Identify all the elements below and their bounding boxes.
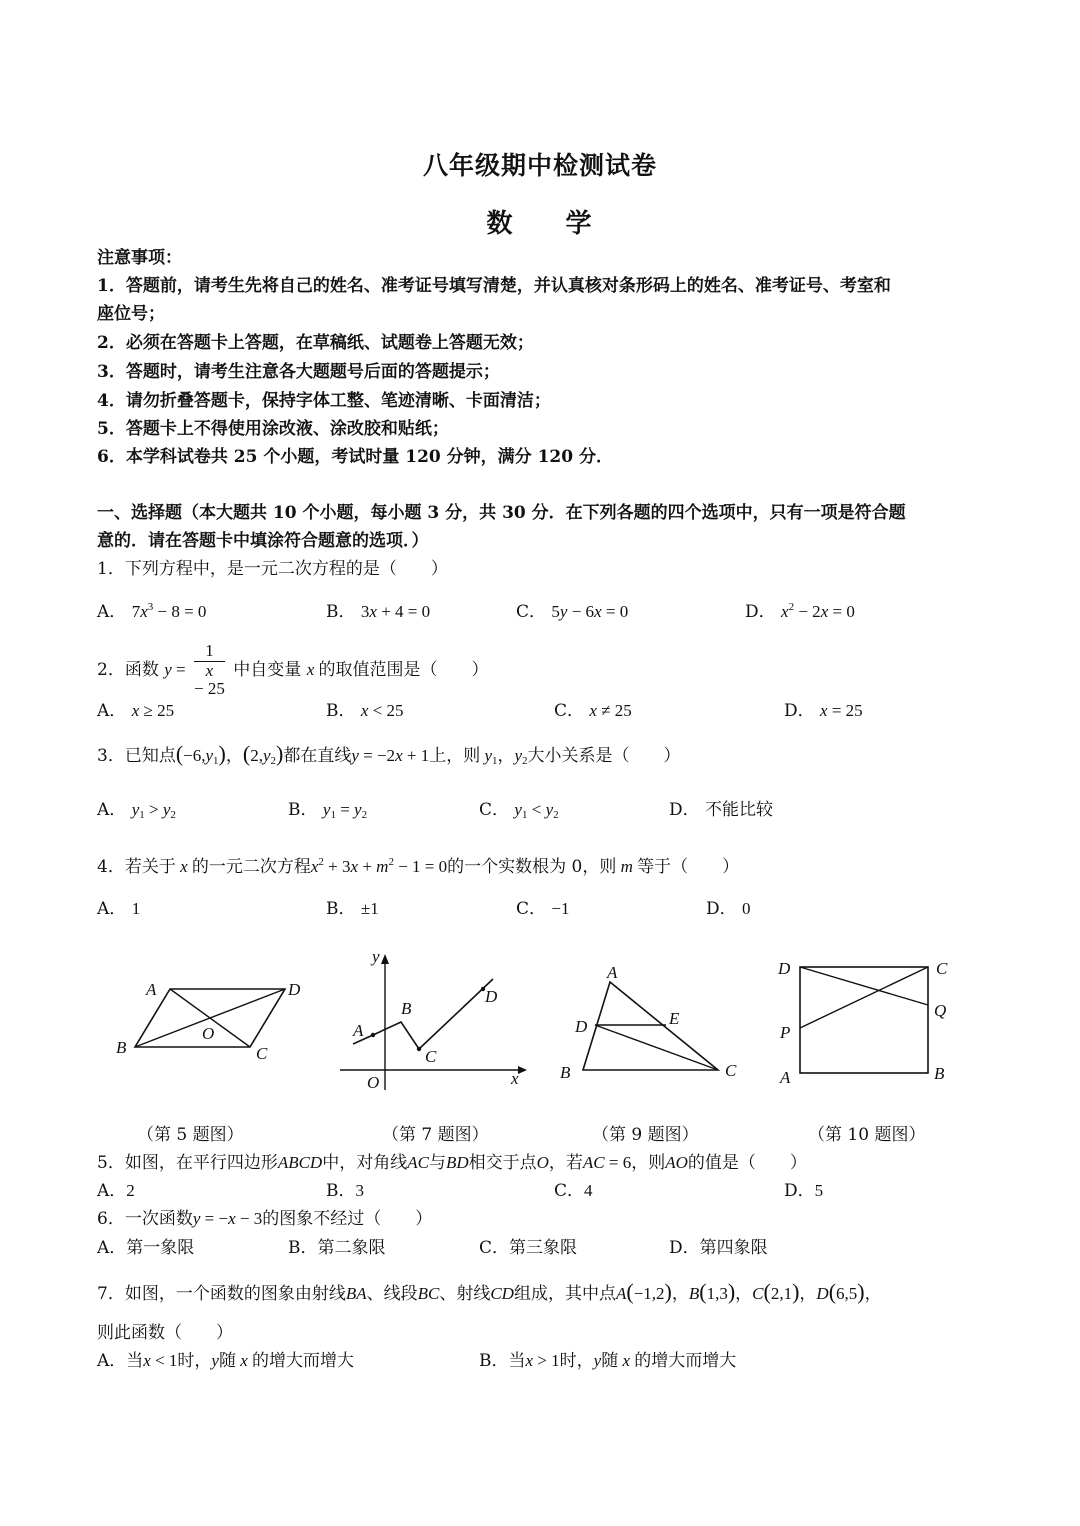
question-5-option-b: B．3	[326, 1181, 364, 1201]
notice-item: 2．必须在答题卡上答题，在草稿纸、试题卷上答题无效；	[97, 333, 534, 353]
question-3-option-a: A． $y_1 > y_2$	[97, 800, 176, 821]
fig5-label-c: C	[256, 1044, 268, 1063]
fig10-label-a: A	[780, 1068, 791, 1087]
question-1-option-a: A． $7x^3 - 8 = 0$	[97, 601, 207, 622]
fig10-label-q: Q	[934, 1001, 947, 1020]
question-2-option-a: A． x ≥ 25	[97, 701, 175, 721]
fig7-label-x: x	[511, 1069, 519, 1088]
question-2-stem: 2．函数 y = 1 x − 25 中自变量 x 的取值范围是（ ）	[97, 641, 489, 699]
figure-9-caption: （第 9 题图）	[592, 1125, 699, 1145]
fig7-label-a: A	[353, 1021, 364, 1040]
notice-item: 6．本学科试卷共 25 个小题，考试时量 120 分钟，满分 120 分．	[97, 447, 613, 467]
fig10-label-p: P	[780, 1023, 791, 1042]
fig5-label-o: O	[202, 1024, 215, 1043]
question-6-option-a: A．第一象限	[97, 1238, 195, 1258]
fig5-label-b: B	[116, 1038, 127, 1057]
question-4-option-c: C． −1	[516, 899, 570, 919]
segment-dc	[595, 1025, 718, 1070]
fig10-label-d: D	[778, 959, 791, 978]
fig5-label-d: D	[288, 980, 301, 999]
figure-7-graph	[335, 950, 535, 1095]
figure-10-rectangle	[770, 955, 970, 1090]
question-5-stem: 5．如图，在平行四边形ABCD中，对角线AC与BD相交于点O，若AC = 6，则AO的值是（ ）	[97, 1153, 807, 1173]
question-3-option-b: B． $y_1 = y_2$	[288, 800, 368, 821]
question-6-stem: 6．一次函数y = −x − 3的图象不经过（ ）	[97, 1209, 433, 1229]
figure-10-caption: （第 10 题图）	[808, 1125, 926, 1145]
fig7-label-o: O	[367, 1073, 380, 1092]
question-1-stem: 1．下列方程中，是一元二次方程的是（ ）	[97, 559, 448, 579]
y-axis-arrow	[381, 954, 389, 964]
fig9-label-b: B	[560, 1063, 571, 1082]
question-1-option-b: B． 3x + 4 = 0	[326, 602, 431, 622]
question-2-option-d: D． x = 25	[784, 701, 863, 721]
fig9-label-c: C	[725, 1061, 737, 1080]
function-polyline	[353, 979, 493, 1049]
rectangle-abcd	[800, 967, 928, 1073]
segment-dq	[800, 967, 928, 1005]
notice-item: 5．答题卡上不得使用涂改液、涂改胶和贴纸；	[97, 419, 449, 439]
page-title: 八年级期中检测试卷	[422, 151, 657, 180]
section-heading: 一、选择题（本大题共 10 个小题，每小题 3 分，共 30 分．在下列各题的四个选项中，只有一项是符合题	[97, 503, 906, 523]
notice-heading: 注意事项：	[97, 248, 182, 268]
question-3-stem: 3．已知点$(-6,y_1)$，$(2,y_2)$都在直线y = −2x + 1上，则 $y_1$，$y_2$大小关系是（ ）	[97, 741, 681, 767]
fig7-label-c: C	[425, 1047, 437, 1066]
question-2-option-b: B． x < 25	[326, 701, 404, 721]
point-c	[417, 1047, 421, 1051]
fig9-label-d: D	[575, 1017, 588, 1036]
notice-item: 4．请勿折叠答题卡，保持字体工整、笔迹清晰、卡面清洁；	[97, 391, 551, 411]
question-5-option-a: A．2	[97, 1181, 135, 1201]
question-7-option-a: A．当x < 1时，y随 x 的增大而增大	[97, 1351, 355, 1371]
notice-item: 3．答题时，请考生注意各大题题号后面的答题提示；	[97, 362, 500, 382]
question-4-option-d: D． 0	[706, 899, 751, 919]
fig10-label-c: C	[936, 959, 948, 978]
question-4-stem: 4．若关于 x 的一元二次方程$x^2 + 3x + m^2 - 1 = 0$的一个实数根为 0，则 m 等于（ ）	[97, 856, 740, 877]
question-1-option-c: C． 5y − 6x = 0	[516, 602, 629, 622]
fig7-label-d: D	[485, 987, 498, 1006]
fig9-label-e: E	[669, 1009, 680, 1028]
segment-pc	[800, 967, 928, 1028]
figure-5-caption: （第 5 题图）	[137, 1125, 244, 1145]
question-5-option-d: D．5	[784, 1181, 824, 1201]
question-6-option-b: B．第二象限	[288, 1238, 386, 1258]
figure-7-caption: （第 7 题图）	[382, 1125, 489, 1145]
question-4-option-b: B． ±1	[326, 899, 379, 919]
question-4-option-a: A． 1	[97, 899, 141, 919]
question-7-option-b: B．当x > 1时，y随 x 的增大而增大	[479, 1351, 737, 1371]
triangle-abc	[583, 982, 718, 1070]
question-6-option-d: D．第四象限	[669, 1238, 768, 1258]
fig9-label-a: A	[607, 963, 618, 982]
notice-item: 1．答题前，请考生先将自己的姓名、准考证号填写清楚，并认真核对条形码上的姓名、准考证号、考室和	[97, 276, 891, 296]
figure-9-triangle	[555, 960, 755, 1085]
figure-5-parallelogram	[110, 975, 310, 1065]
question-5-option-c: C．4	[554, 1181, 593, 1201]
x-axis-arrow	[518, 1066, 527, 1074]
section-heading-cont: 意的．请在答题卡中填涂符合题意的选项．）	[97, 531, 429, 551]
fig7-label-y: y	[372, 950, 380, 966]
question-3-option-d: D． 不能比较	[669, 800, 774, 820]
notice-item: 座位号；	[97, 304, 165, 324]
fig7-label-b: B	[401, 999, 412, 1018]
fig5-label-a: A	[146, 980, 157, 999]
question-3-option-c: C． $y_1 < y_2$	[479, 800, 559, 821]
question-7-stem: 7．如图，一个函数的图象由射线BA、线段BC、射线CD组成，其中点A(−1,2)，B(1,3)，C(2,1)，D(6,5)，	[97, 1279, 882, 1304]
subject-title: 数 学	[486, 209, 614, 239]
point-a	[371, 1033, 375, 1037]
question-6-option-c: C．第三象限	[479, 1238, 578, 1258]
question-7-stem-line2: 则此函数（ ）	[97, 1323, 233, 1343]
question-1-option-d: D． $x^2 - 2x = 0$	[745, 601, 855, 622]
question-2-option-c: C． x ≠ 25	[554, 701, 632, 721]
fig10-label-b: B	[934, 1064, 945, 1083]
